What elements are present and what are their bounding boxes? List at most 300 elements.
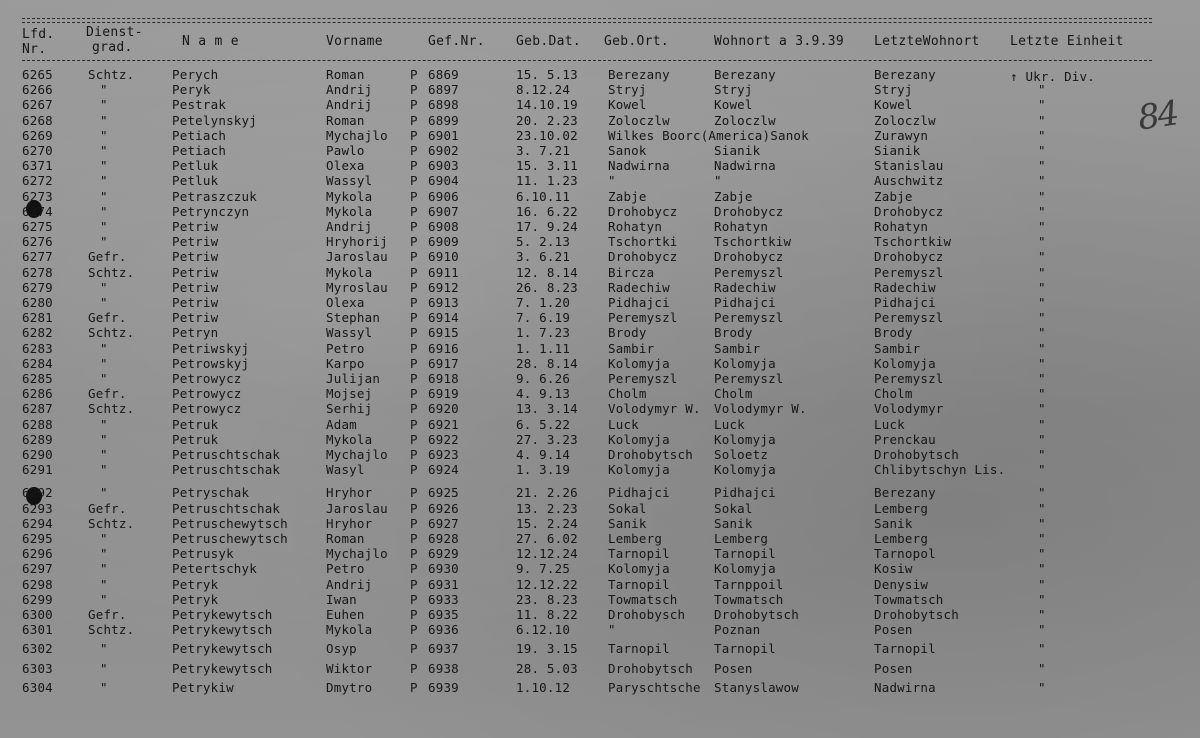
cell-dienstgrad: " bbox=[100, 462, 108, 477]
cell-lfd-nr: 6280 bbox=[22, 295, 53, 310]
cell-wohnort: " bbox=[714, 173, 722, 188]
cell-letzte-einheit-ditto: " bbox=[1038, 204, 1046, 219]
cell-p-prefix: P bbox=[410, 189, 418, 204]
cell-lfd-nr: 6301 bbox=[22, 622, 53, 637]
cell-vorname: Andrij bbox=[326, 82, 373, 97]
cell-p-prefix: P bbox=[410, 386, 418, 401]
cell-letzte-einheit-ditto: " bbox=[1038, 561, 1046, 576]
cell-lfd-nr: 6294 bbox=[22, 516, 53, 531]
cell-geb-ort: Drohobycz bbox=[608, 204, 678, 219]
cell-geb-ort: Sokal bbox=[608, 501, 647, 516]
cell-gef-nr: 6915 bbox=[428, 325, 459, 340]
cell-letzte-einheit-ditto: " bbox=[1038, 143, 1046, 158]
cell-dienstgrad: " bbox=[100, 189, 108, 204]
cell-vorname: Olexa bbox=[326, 158, 365, 173]
cell-dienstgrad: " bbox=[100, 113, 108, 128]
cell-lfd-nr: 6297 bbox=[22, 561, 53, 576]
cell-dienstgrad: " bbox=[100, 280, 108, 295]
cell-letzte-einheit-ditto: " bbox=[1038, 607, 1046, 622]
cell-name: Petraszczuk bbox=[172, 189, 257, 204]
cell-wohnort: Kolomyja bbox=[714, 432, 776, 447]
cell-dienstgrad: Gefr. bbox=[88, 310, 127, 325]
header-letzte-einheit: Letzte Einheit bbox=[1010, 34, 1124, 49]
cell-lfd-nr: 6287 bbox=[22, 401, 53, 416]
cell-gef-nr: 6938 bbox=[428, 661, 459, 676]
cell-letzte-wohnort: Brody bbox=[874, 325, 913, 340]
cell-geb-dat: 5. 2.13 bbox=[516, 234, 571, 249]
cell-p-prefix: P bbox=[410, 577, 418, 592]
cell-name: Petriw bbox=[172, 295, 219, 310]
cell-letzte-wohnort: Zurawyn bbox=[874, 128, 929, 143]
cell-geb-ort: Kolomyja bbox=[608, 432, 670, 447]
cell-wohnort: Kolomyja bbox=[714, 462, 776, 477]
cell-letzte-wohnort: Drohobycz bbox=[874, 249, 944, 264]
cell-name: Petiach bbox=[172, 143, 227, 158]
cell-dienstgrad: Gefr. bbox=[88, 501, 127, 516]
cell-letzte-wohnort: Zabje bbox=[874, 189, 913, 204]
cell-letzte-einheit-ditto: " bbox=[1038, 356, 1046, 371]
cell-vorname: Roman bbox=[326, 531, 365, 546]
cell-lfd-nr: 6292 bbox=[22, 485, 53, 500]
cell-letzte-einheit-ditto: " bbox=[1038, 82, 1046, 97]
cell-geb-dat: 11. 1.23 bbox=[516, 173, 578, 188]
cell-dienstgrad: " bbox=[100, 158, 108, 173]
cell-p-prefix: P bbox=[410, 82, 418, 97]
cell-vorname: Wiktor bbox=[326, 661, 373, 676]
cell-vorname: Wassyl bbox=[326, 325, 373, 340]
cell-wohnort: Soloetz bbox=[714, 447, 769, 462]
cell-letzte-wohnort: Berezany bbox=[874, 485, 936, 500]
cell-letzte-einheit-ditto: " bbox=[1038, 577, 1046, 592]
cell-geb-dat: 1. 3.19 bbox=[516, 462, 571, 477]
cell-wohnort: Drohobytsch bbox=[714, 607, 799, 622]
cell-geb-ort: Paryschtsche bbox=[608, 680, 701, 695]
cell-letzte-wohnort: Chlibytschyn Lis. bbox=[874, 462, 1006, 477]
cell-lfd-nr: 6277 bbox=[22, 249, 53, 264]
cell-lfd-nr: 6278 bbox=[22, 265, 53, 280]
cell-name: Petriwskyj bbox=[172, 341, 250, 356]
cell-dienstgrad: " bbox=[100, 447, 108, 462]
cell-vorname: Andrij bbox=[326, 577, 373, 592]
cell-gef-nr: 6910 bbox=[428, 249, 459, 264]
cell-geb-dat: 23. 8.23 bbox=[516, 592, 578, 607]
cell-dienstgrad: Gefr. bbox=[88, 386, 127, 401]
cell-letzte-einheit-ditto: " bbox=[1038, 432, 1046, 447]
cell-geb-ort: Brody bbox=[608, 325, 647, 340]
cell-geb-ort: Rohatyn bbox=[608, 219, 663, 234]
cell-letzte-wohnort: Lemberg bbox=[874, 531, 929, 546]
cell-p-prefix: P bbox=[410, 128, 418, 143]
cell-p-prefix: P bbox=[410, 401, 418, 416]
cell-letzte-einheit-ditto: " bbox=[1038, 265, 1046, 280]
cell-p-prefix: P bbox=[410, 143, 418, 158]
cell-vorname: Serhij bbox=[326, 401, 373, 416]
cell-geb-dat: 3. 6.21 bbox=[516, 249, 571, 264]
cell-name: Petriw bbox=[172, 234, 219, 249]
cell-p-prefix: P bbox=[410, 280, 418, 295]
cell-name: Petriw bbox=[172, 310, 219, 325]
cell-gef-nr: 6935 bbox=[428, 607, 459, 622]
cell-lfd-nr: 6279 bbox=[22, 280, 53, 295]
cell-vorname: Jaroslau bbox=[326, 249, 388, 264]
cell-vorname: Hryhor bbox=[326, 485, 373, 500]
cell-lfd-nr: 6296 bbox=[22, 546, 53, 561]
cell-dienstgrad: Schtz. bbox=[88, 516, 135, 531]
cell-vorname: Hryhorij bbox=[326, 234, 388, 249]
cell-gef-nr: 6906 bbox=[428, 189, 459, 204]
cell-dienstgrad: " bbox=[100, 577, 108, 592]
cell-letzte-einheit-ditto: " bbox=[1038, 295, 1046, 310]
cell-wohnort: Berezany bbox=[714, 67, 776, 82]
cell-letzte-einheit-ditto: " bbox=[1038, 680, 1046, 695]
cell-geb-ort: Peremyszl bbox=[608, 371, 678, 386]
cell-lfd-nr: 6284 bbox=[22, 356, 53, 371]
cell-letzte-einheit-ditto: " bbox=[1038, 280, 1046, 295]
cell-geb-dat: 20. 2.23 bbox=[516, 113, 578, 128]
cell-letzte-wohnort: Tarnopol bbox=[874, 546, 936, 561]
cell-p-prefix: P bbox=[410, 371, 418, 386]
cell-vorname: Hryhor bbox=[326, 516, 373, 531]
cell-dienstgrad: " bbox=[100, 561, 108, 576]
cell-geb-dat: 11. 8.22 bbox=[516, 607, 578, 622]
cell-name: Petiach bbox=[172, 128, 227, 143]
cell-letzte-einheit-ditto: " bbox=[1038, 97, 1046, 112]
cell-name: Pestrak bbox=[172, 97, 227, 112]
cell-p-prefix: P bbox=[410, 622, 418, 637]
cell-geb-ort: Tarnopil bbox=[608, 577, 670, 592]
cell-p-prefix: P bbox=[410, 501, 418, 516]
cell-geb-ort: Volodymyr W. bbox=[608, 401, 701, 416]
cell-wohnort: Towmatsch bbox=[714, 592, 784, 607]
cell-gef-nr: 6925 bbox=[428, 485, 459, 500]
cell-letzte-wohnort: Sianik bbox=[874, 143, 921, 158]
header-gef-nr: Gef.Nr. bbox=[428, 34, 485, 49]
cell-gef-nr: 6917 bbox=[428, 356, 459, 371]
cell-geb-ort: Drohobycz bbox=[608, 249, 678, 264]
cell-dienstgrad: " bbox=[100, 546, 108, 561]
cell-letzte-wohnort: Berezany bbox=[874, 67, 936, 82]
cell-gef-nr: 6931 bbox=[428, 577, 459, 592]
cell-dienstgrad: " bbox=[100, 295, 108, 310]
cell-name: Petryn bbox=[172, 325, 219, 340]
cell-vorname: Andrij bbox=[326, 97, 373, 112]
cell-p-prefix: P bbox=[410, 67, 418, 82]
cell-gef-nr: 6908 bbox=[428, 219, 459, 234]
cell-gef-nr: 6930 bbox=[428, 561, 459, 576]
cell-vorname: Adam bbox=[326, 417, 357, 432]
cell-vorname: Osyp bbox=[326, 641, 357, 656]
cell-geb-dat: 12.12.22 bbox=[516, 577, 578, 592]
cell-geb-dat: 6.10.11 bbox=[516, 189, 571, 204]
cell-letzte-einheit-ditto: " bbox=[1038, 546, 1046, 561]
cell-p-prefix: P bbox=[410, 546, 418, 561]
cell-gef-nr: 6926 bbox=[428, 501, 459, 516]
cell-wohnort: Zabje bbox=[714, 189, 753, 204]
cell-lfd-nr: 6304 bbox=[22, 680, 53, 695]
header-lfd: Lfd. bbox=[22, 27, 55, 42]
cell-letzte-einheit-ditto: " bbox=[1038, 325, 1046, 340]
cell-name: Petruk bbox=[172, 417, 219, 432]
cell-lfd-nr: 6288 bbox=[22, 417, 53, 432]
cell-dienstgrad: Gefr. bbox=[88, 607, 127, 622]
cell-p-prefix: P bbox=[410, 295, 418, 310]
cell-geb-dat: 9. 7.25 bbox=[516, 561, 571, 576]
cell-dienstgrad: " bbox=[100, 204, 108, 219]
cell-letzte-einheit-ditto: " bbox=[1038, 310, 1046, 325]
cell-wohnort: Tarnopil bbox=[714, 546, 776, 561]
cell-name: Peryk bbox=[172, 82, 211, 97]
cell-vorname: Euhen bbox=[326, 607, 365, 622]
cell-geb-dat: 7. 6.19 bbox=[516, 310, 571, 325]
cell-wohnort: Lemberg bbox=[714, 531, 769, 546]
cell-vorname: Mykola bbox=[326, 189, 373, 204]
cell-vorname: Mychajlo bbox=[326, 447, 388, 462]
cell-vorname: Stephan bbox=[326, 310, 381, 325]
cell-wohnort: Volodymyr W. bbox=[714, 401, 807, 416]
cell-p-prefix: P bbox=[410, 204, 418, 219]
cell-geb-dat: 17. 9.24 bbox=[516, 219, 578, 234]
cell-lfd-nr: 6272 bbox=[22, 173, 53, 188]
cell-dienstgrad: Schtz. bbox=[88, 325, 135, 340]
cell-dienstgrad: " bbox=[100, 97, 108, 112]
cell-wohnort: Stryj bbox=[714, 82, 753, 97]
cell-gef-nr: 6902 bbox=[428, 143, 459, 158]
cell-name: Petruschtschak bbox=[172, 462, 281, 477]
top-rule bbox=[22, 18, 1152, 19]
cell-dienstgrad: " bbox=[100, 531, 108, 546]
cell-letzte-wohnort: Pidhajci bbox=[874, 295, 936, 310]
cell-letzte-einheit-ditto: " bbox=[1038, 641, 1046, 656]
cell-lfd-nr: 6281 bbox=[22, 310, 53, 325]
cell-dienstgrad: " bbox=[100, 234, 108, 249]
cell-name: Petrowycz bbox=[172, 401, 242, 416]
cell-letzte-wohnort: Prenckau bbox=[874, 432, 936, 447]
cell-p-prefix: P bbox=[410, 325, 418, 340]
cell-lfd-nr: 6295 bbox=[22, 531, 53, 546]
cell-wohnort: Posen bbox=[714, 661, 753, 676]
cell-p-prefix: P bbox=[410, 341, 418, 356]
cell-geb-ort: Drohobytsch bbox=[608, 447, 693, 462]
header-letzte-wohnort: LetzteWohnort bbox=[874, 34, 980, 49]
cell-geb-ort: Kolomyja bbox=[608, 356, 670, 371]
cell-p-prefix: P bbox=[410, 561, 418, 576]
cell-gef-nr: 6909 bbox=[428, 234, 459, 249]
cell-geb-ort: Radechiw bbox=[608, 280, 670, 295]
cell-wohnort: Pidhajci bbox=[714, 485, 776, 500]
cell-name: Petruschtschak bbox=[172, 447, 281, 462]
cell-gef-nr: 6899 bbox=[428, 113, 459, 128]
cell-geb-ort: Sanik bbox=[608, 516, 647, 531]
cell-geb-dat: 9. 6.26 bbox=[516, 371, 571, 386]
cell-gef-nr: 6918 bbox=[428, 371, 459, 386]
cell-letzte-einheit-ditto: " bbox=[1038, 234, 1046, 249]
cell-letzte-wohnort: Kosiw bbox=[874, 561, 913, 576]
cell-gef-nr: 6928 bbox=[428, 531, 459, 546]
cell-wohnort: Radechiw bbox=[714, 280, 776, 295]
cell-geb-ort: Sanok bbox=[608, 143, 647, 158]
cell-dienstgrad: Gefr. bbox=[88, 249, 127, 264]
cell-gef-nr: 6919 bbox=[428, 386, 459, 401]
cell-name: Petrowycz bbox=[172, 371, 242, 386]
cell-letzte-einheit-ditto: " bbox=[1038, 249, 1046, 264]
cell-dienstgrad: Schtz. bbox=[88, 622, 135, 637]
cell-wohnort: Pidhajci bbox=[714, 295, 776, 310]
cell-letzte-wohnort: Posen bbox=[874, 622, 913, 637]
cell-gef-nr: 6897 bbox=[428, 82, 459, 97]
cell-letzte-einheit-ditto: " bbox=[1038, 622, 1046, 637]
cell-lfd-nr: 6298 bbox=[22, 577, 53, 592]
cell-geb-ort: Zoloczlw bbox=[608, 113, 670, 128]
cell-geb-ort: Berezany bbox=[608, 67, 670, 82]
cell-gef-nr: 6912 bbox=[428, 280, 459, 295]
cell-geb-dat: 1. 7.23 bbox=[516, 325, 571, 340]
cell-name: Petryk bbox=[172, 592, 219, 607]
cell-letzte-wohnort: Cholm bbox=[874, 386, 913, 401]
cell-letzte-einheit-ditto: " bbox=[1038, 158, 1046, 173]
cell-wohnort: Tarnppoil bbox=[714, 577, 784, 592]
cell-p-prefix: P bbox=[410, 158, 418, 173]
cell-vorname: Mychajlo bbox=[326, 546, 388, 561]
header-dienstgrad-2: grad. bbox=[92, 40, 133, 55]
cell-name: Petryk bbox=[172, 577, 219, 592]
cell-vorname: Karpo bbox=[326, 356, 365, 371]
cell-p-prefix: P bbox=[410, 113, 418, 128]
cell-lfd-nr: 6275 bbox=[22, 219, 53, 234]
cell-vorname: Dmytro bbox=[326, 680, 373, 695]
cell-letzte-wohnort: Posen bbox=[874, 661, 913, 676]
cell-p-prefix: P bbox=[410, 485, 418, 500]
cell-name: Petryschak bbox=[172, 485, 250, 500]
cell-letzte-einheit-ditto: " bbox=[1038, 128, 1046, 143]
cell-dienstgrad: " bbox=[100, 371, 108, 386]
cell-vorname: Iwan bbox=[326, 592, 357, 607]
cell-vorname: Olexa bbox=[326, 295, 365, 310]
cell-geb-dat: 27. 6.02 bbox=[516, 531, 578, 546]
cell-gef-nr: 6923 bbox=[428, 447, 459, 462]
cell-dienstgrad: " bbox=[100, 341, 108, 356]
cell-geb-dat: 13. 2.23 bbox=[516, 501, 578, 516]
cell-wohnort: Poznan bbox=[714, 622, 761, 637]
cell-geb-ort: Tschortki bbox=[608, 234, 678, 249]
cell-geb-dat: 15. 5.13 bbox=[516, 67, 578, 82]
cell-geb-dat: 8.12.24 bbox=[516, 82, 571, 97]
cell-geb-dat: 4. 9.13 bbox=[516, 386, 571, 401]
cell-gef-nr: 6916 bbox=[428, 341, 459, 356]
cell-gef-nr: 6937 bbox=[428, 641, 459, 656]
cell-geb-ort: Peremyszl bbox=[608, 310, 678, 325]
cell-lfd-nr: 6273 bbox=[22, 189, 53, 204]
cell-geb-dat: 14.10.19 bbox=[516, 97, 578, 112]
cell-geb-ort: Kolomyja bbox=[608, 561, 670, 576]
cell-letzte-einheit-ditto: " bbox=[1038, 447, 1046, 462]
cell-name: Petrusyk bbox=[172, 546, 234, 561]
cell-lfd-nr: 6285 bbox=[22, 371, 53, 386]
cell-dienstgrad: " bbox=[100, 661, 108, 676]
cell-geb-ort: Lemberg bbox=[608, 531, 663, 546]
cell-letzte-wohnort: Drohobytsch bbox=[874, 447, 959, 462]
cell-vorname: Roman bbox=[326, 113, 365, 128]
cell-lfd-nr: 6299 bbox=[22, 592, 53, 607]
cell-vorname: Andrij bbox=[326, 219, 373, 234]
cell-geb-ort: Kolomyja bbox=[608, 462, 670, 477]
cell-dienstgrad: " bbox=[100, 219, 108, 234]
cell-letzte-wohnort: Towmatsch bbox=[874, 592, 944, 607]
cell-geb-dat: 23.10.02 bbox=[516, 128, 578, 143]
cell-letzte-einheit-ditto: " bbox=[1038, 219, 1046, 234]
cell-letzte-einheit-ditto: " bbox=[1038, 501, 1046, 516]
cell-geb-dat: 15. 2.24 bbox=[516, 516, 578, 531]
cell-p-prefix: P bbox=[410, 607, 418, 622]
cell-gef-nr: 6911 bbox=[428, 265, 459, 280]
cell-wohnort: Sambir bbox=[714, 341, 761, 356]
cell-letzte-wohnort: Stryj bbox=[874, 82, 913, 97]
cell-geb-ort: Luck bbox=[608, 417, 639, 432]
cell-name: Petruk bbox=[172, 432, 219, 447]
cell-p-prefix: P bbox=[410, 680, 418, 695]
cell-letzte-einheit-ditto: " bbox=[1038, 371, 1046, 386]
cell-dienstgrad: Schtz. bbox=[88, 401, 135, 416]
cell-gef-nr: 6933 bbox=[428, 592, 459, 607]
header-wohnort: Wohnort a 3.9.39 bbox=[714, 34, 845, 49]
cell-geb-ort: Tarnopil bbox=[608, 641, 670, 656]
cell-name: Petrykewytsch bbox=[172, 607, 273, 622]
cell-gef-nr: 6901 bbox=[428, 128, 459, 143]
cell-letzte-wohnort: Kolomyja bbox=[874, 356, 936, 371]
cell-vorname: Petro bbox=[326, 341, 365, 356]
cell-gef-nr: 6898 bbox=[428, 97, 459, 112]
cell-vorname: Mychajlo bbox=[326, 128, 388, 143]
cell-wohnort: Kowel bbox=[714, 97, 753, 112]
cell-lfd-nr: 6265 bbox=[22, 67, 53, 82]
cell-vorname: Roman bbox=[326, 67, 365, 82]
cell-geb-dat: 19. 3.15 bbox=[516, 641, 578, 656]
cell-letzte-einheit-ditto: " bbox=[1038, 417, 1046, 432]
cell-vorname: Wasyl bbox=[326, 462, 365, 477]
cell-lfd-nr: 6276 bbox=[22, 234, 53, 249]
header-name: N a m e bbox=[182, 34, 239, 49]
cell-wohnort: Sanik bbox=[714, 516, 753, 531]
cell-letzte-einheit-ditto: " bbox=[1038, 462, 1046, 477]
cell-gef-nr: 6936 bbox=[428, 622, 459, 637]
cell-dienstgrad: " bbox=[100, 417, 108, 432]
cell-p-prefix: P bbox=[410, 265, 418, 280]
cell-letzte-einheit-ditto: " bbox=[1038, 173, 1046, 188]
header-geb-ort: Geb.Ort. bbox=[604, 34, 670, 49]
cell-geb-dat: 13. 3.14 bbox=[516, 401, 578, 416]
cell-wohnort: Cholm bbox=[714, 386, 753, 401]
cell-geb-dat: 12.12.24 bbox=[516, 546, 578, 561]
cell-gef-nr: 6927 bbox=[428, 516, 459, 531]
cell-wohnort: Kolomyja bbox=[714, 356, 776, 371]
cell-wohnort: Tarnopil bbox=[714, 641, 776, 656]
cell-p-prefix: P bbox=[410, 310, 418, 325]
cell-name: Petruschtschak bbox=[172, 501, 281, 516]
cell-dienstgrad: " bbox=[100, 143, 108, 158]
cell-geb-ort: Wilkes Boorc(America)Sanok bbox=[608, 128, 809, 143]
cell-lfd-nr: 6371 bbox=[22, 158, 53, 173]
cell-dienstgrad: " bbox=[100, 641, 108, 656]
cell-letzte-wohnort: Rohatyn bbox=[874, 219, 929, 234]
cell-dienstgrad: " bbox=[100, 128, 108, 143]
cell-lfd-nr: 6303 bbox=[22, 661, 53, 676]
cell-gef-nr: 6920 bbox=[428, 401, 459, 416]
cell-letzte-wohnort: Denysiw bbox=[874, 577, 929, 592]
cell-gef-nr: 6913 bbox=[428, 295, 459, 310]
cell-lfd-nr: 6274 bbox=[22, 204, 53, 219]
cell-letzte-einheit-ditto: " bbox=[1038, 661, 1046, 676]
cell-lfd-nr: 6268 bbox=[22, 113, 53, 128]
cell-wohnort: Peremyszl bbox=[714, 310, 784, 325]
